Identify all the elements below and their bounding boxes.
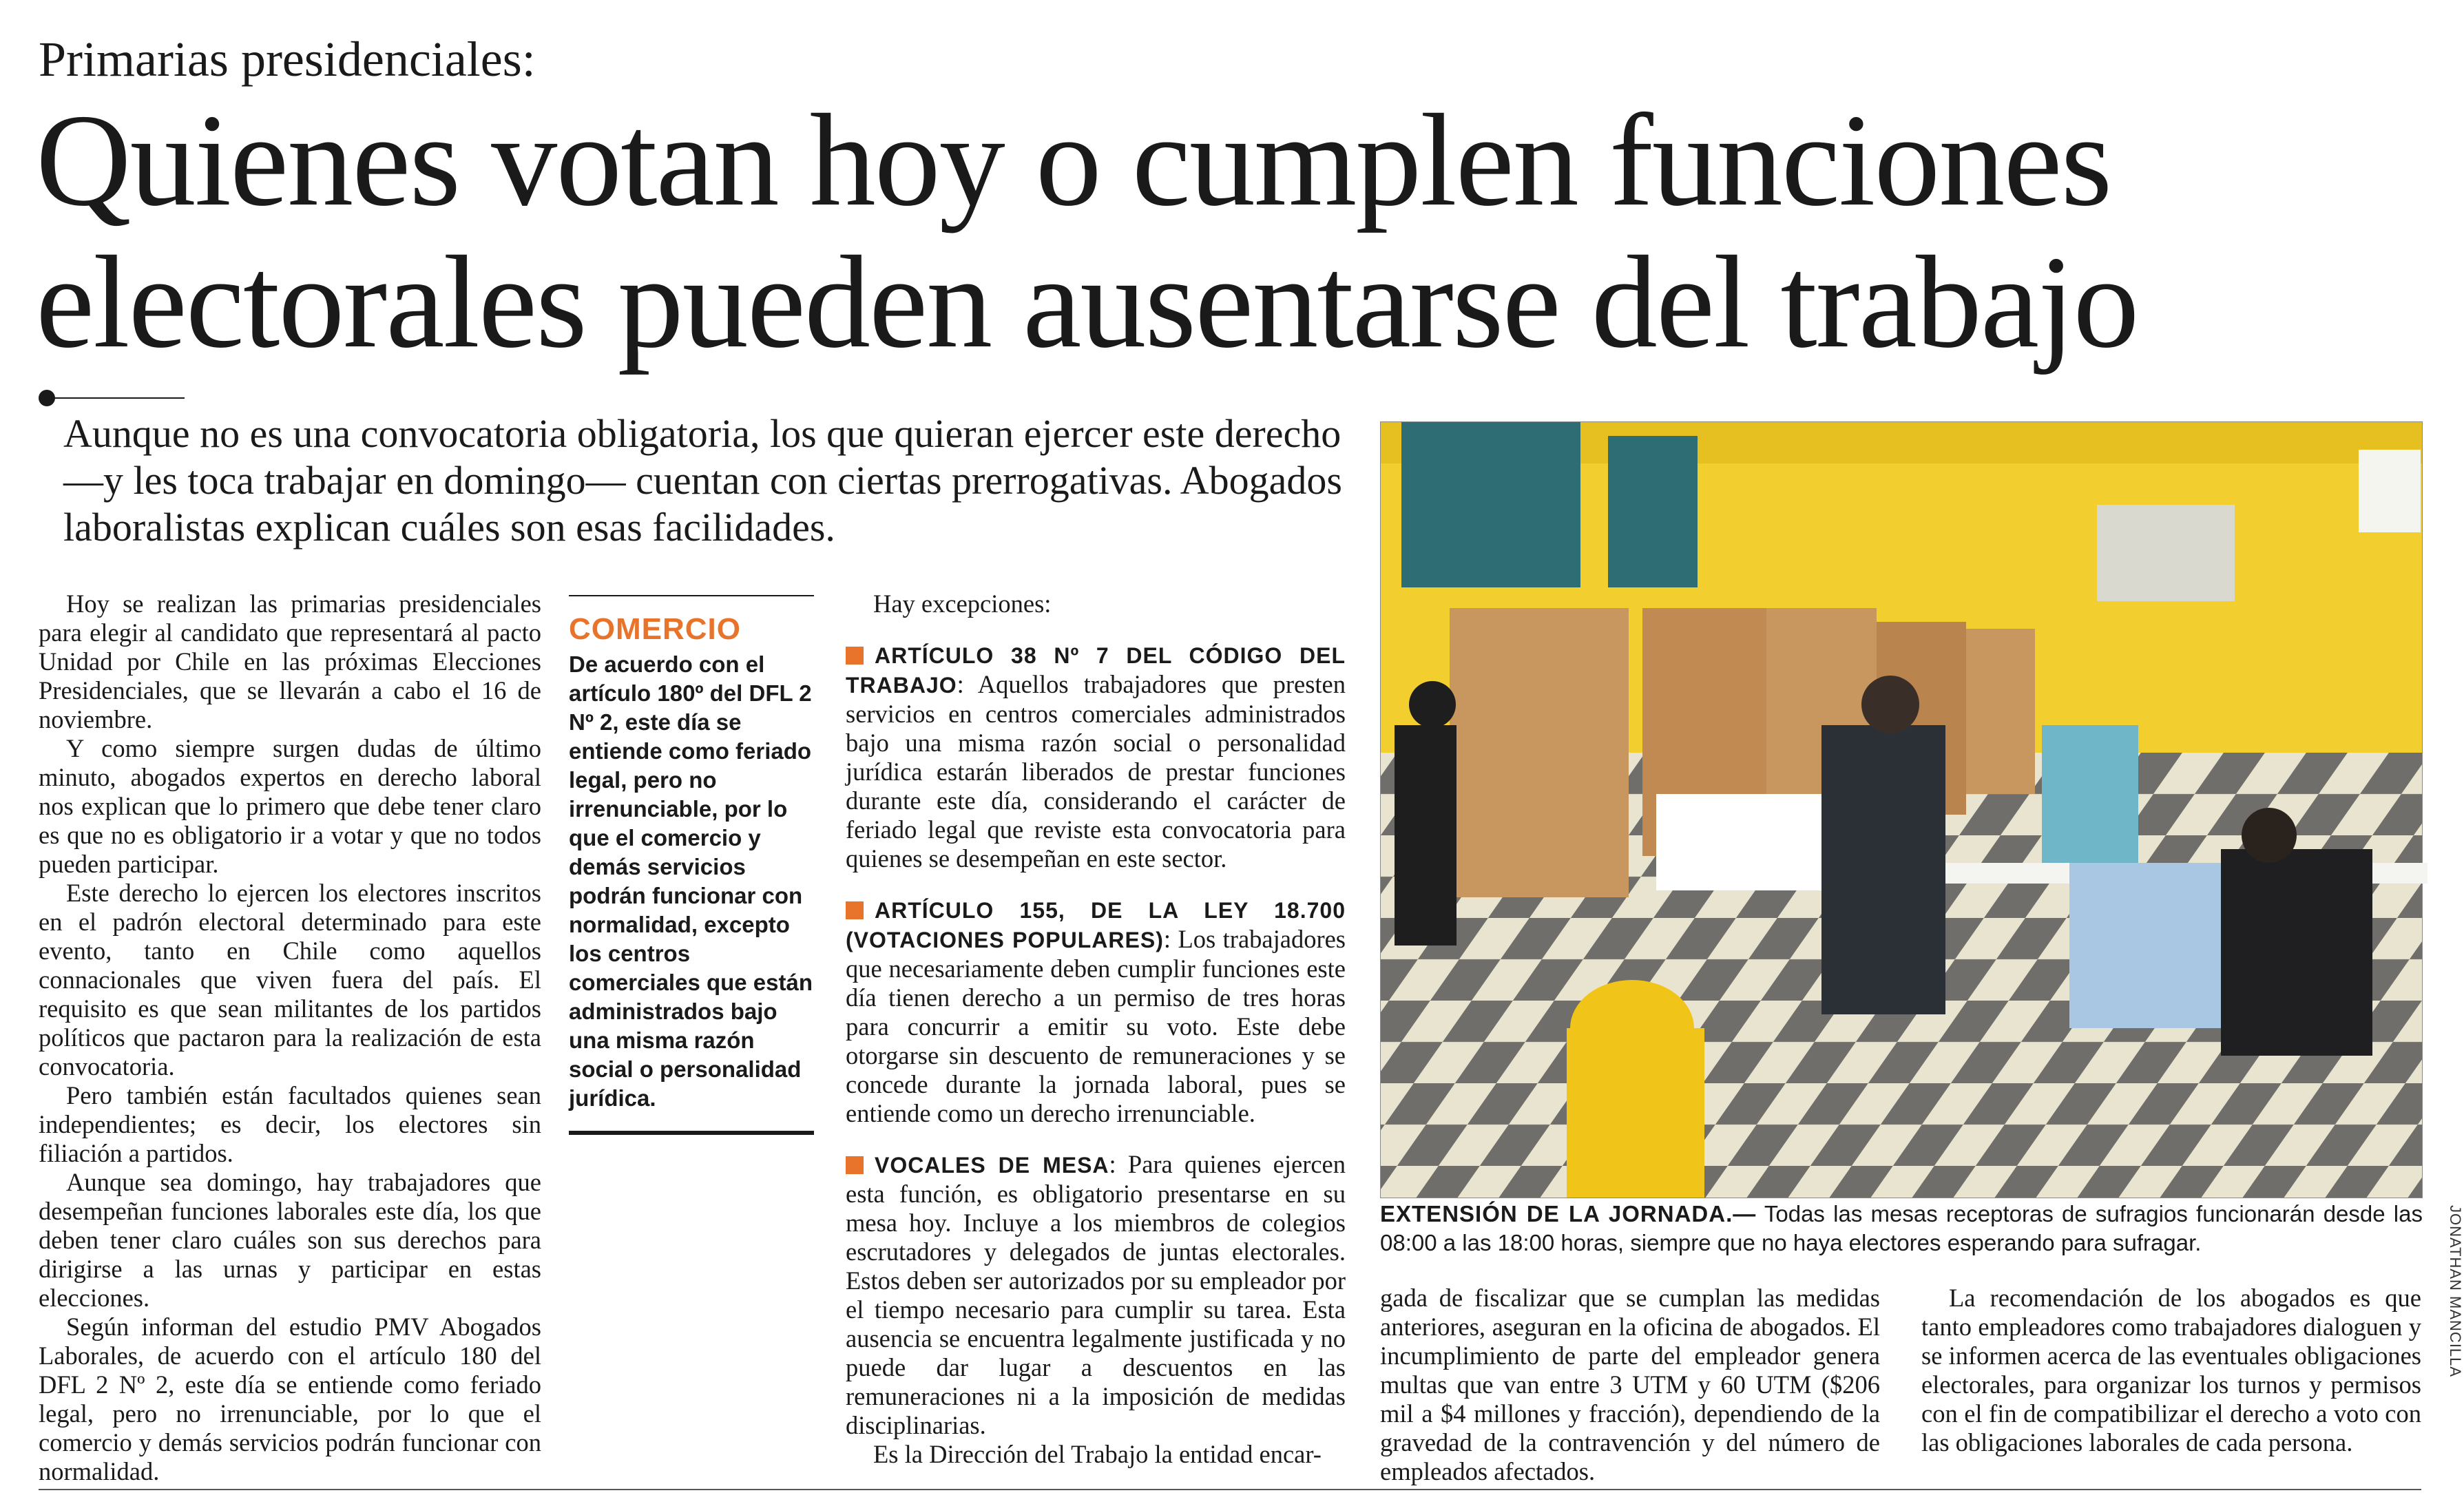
item-lead: ARTÍCULO 155, DE LA LEY 18.700 (VOTACIONES POPULARES): [846, 898, 1346, 952]
paragraph: La recomendación de los abogados es que tanto empleadores como trabajadores dialoguen y se informen acerca de las eventuales obligaciones electorales, para organizar los turnos y permisos con el fin de compatibilizar el derecho a voto con las obligaciones laborales de cada persona.: [1921, 1284, 2421, 1456]
paragraph: Este derecho lo ejercen los electores inscritos en el padrón electoral determinado para este evento, tanto en Chile como aquellos connacionales que viven fuera del país. El requisito es que sean militantes de los partidos políticos que pactaron para la realización de esta convocatoria.: [39, 879, 541, 1080]
body-column-4: [1380, 1284, 1880, 1486]
caption-text: Todas las mesas receptoras de sufragios funcionarán desde las 08:00 a las 18:00 horas, siempre que no haya electores esperando para sufragar.: [1380, 1201, 2423, 1255]
list-item: [846, 895, 1346, 1128]
deck-subheadline: Aunque no es una convocatoria obligatoria, los que quieran ejercer este derecho —y les toca trabajar en domingo— cuentan con ciertas prerrogativas. Abogados laboralistas explican cuáles son esas facilidades.: [63, 411, 1342, 550]
item-lead: VOCALES DE MESA: [875, 1153, 1109, 1178]
body-column-5: [1921, 1284, 2421, 1457]
body-column-3: [846, 589, 1346, 1469]
paragraph: Aunque sea domingo, hay trabajadores que desempeñan funciones laborales este día, los que deben tener claro cuáles son sus derechos para dirigirse a las urnas y participar en estas elecciones.: [39, 1168, 541, 1312]
list-item: [846, 640, 1346, 873]
orange-square-bullet-icon: [846, 1156, 864, 1174]
body-column-1: [39, 589, 541, 1486]
item-text: : Para quienes ejercen esta función, es obligatorio presentarse en su mesa hoy. Incluye a los miembros de colegios escrutadores y delegados de juntas electorales. Estos deben ser autorizados por su empleador por el tiempo necesario para cumplir su tarea. Esta ausencia se encuentra legalmente justificada y no puede dar lugar a descuentos en las remuneraciones ni a la imposición de medidas disciplinarias.: [846, 1150, 1346, 1439]
paragraph: gada de fiscalizar que se cumplan las medidas anteriores, aseguran en la oficina de abogados. El incumplimiento de parte del empleador genera multas que van entre 3 UTM y 60 UTM ($206 mil a $4 millones y fracción), dependiendo de la gravedad de la contravención y del número de empleados afectados.: [1380, 1284, 1880, 1485]
news-photo: [1380, 421, 2423, 1198]
orange-square-bullet-icon: [846, 901, 864, 919]
voting-center-photo-illustration: [1381, 422, 2422, 1198]
sidebar-bottom-rule: [569, 1131, 814, 1135]
kicker: Primarias presidenciales:: [39, 32, 536, 87]
orange-square-bullet-icon: [846, 647, 864, 665]
paragraph: Pero también están facultados quienes sean independientes; es decir, los electores sin filiación a partidos.: [39, 1081, 541, 1167]
headline-line-1: Quienes votan hoy o cumplen funciones: [36, 87, 2111, 233]
sidebar-title: COMERCIO: [569, 612, 741, 646]
rule-line: [47, 397, 185, 399]
item-lead: ARTÍCULO 38 Nº 7 DEL CÓDIGO DEL TRABAJO: [846, 643, 1346, 698]
headline-line-2: electorales pueden ausentarse del trabajo: [36, 229, 2138, 375]
sidebar-box: [569, 595, 814, 1135]
bottom-rule: [39, 1489, 2421, 1490]
photo-credit: JONATHAN MANCILLA: [2447, 1205, 2464, 1378]
sidebar-top-rule: [569, 595, 814, 596]
list-item: [846, 1150, 1346, 1440]
headline: [36, 87, 2412, 375]
paragraph: Según informan del estudio PMV Abogados Laborales, de acuerdo con el artículo 180 del DFL 2 Nº 2, este día se entiende como feriado legal, pero no irrenunciable, por lo que el comercio y demás servicios podrán funcionar con normalidad.: [39, 1313, 541, 1485]
photo-caption: [1380, 1200, 2423, 1257]
paragraph: Hoy se realizan las primarias presidenciales para elegir al candidato que representará al pacto Unidad por Chile en las próximas Elecciones Presidenciales, que se llevarán a cabo el 16 de noviembre.: [39, 589, 541, 733]
item-text: : Aquellos trabajadores que presten servicios en centros comerciales administrados bajo una misma razón social o personalidad jurídica estarán liberados de prestar funciones durante este día, considerando el carácter de feriado legal que reviste esta convocatoria para quienes se desempeñan en este sector.: [846, 670, 1346, 873]
sidebar-body: De acuerdo con el artículo 180º del DFL 2 Nº 2, este día se entiende como feriado legal, pero no irrenunciable, por lo que el comercio y demás servicios podrán funcionar con normalidad, excepto los centros comerciales que están administrados bajo una misma razón social o personalidad jurídica.: [569, 651, 813, 1111]
caption-lead: EXTENSIÓN DE LA JORNADA.—: [1380, 1201, 1757, 1226]
paragraph: Hay excepciones:: [873, 589, 1052, 618]
item-text: : Los trabajadores que necesariamente deben cumplir funciones este día tienen derecho a un permiso de tres horas para concurrir a emitir su voto. Este debe otorgarse sin descuento de remuneraciones y se concede durante la jornada laboral, pues se entiende como un derecho irrenunciable.: [846, 925, 1346, 1127]
paragraph: Y como siempre surgen dudas de último minuto, abogados expertos en derecho laboral nos explican que lo primero que debe tener claro es que no es obligatorio ir a votar y que no todos pueden participar.: [39, 734, 541, 878]
paragraph: Es la Dirección del Trabajo la entidad encar-: [873, 1440, 1322, 1468]
